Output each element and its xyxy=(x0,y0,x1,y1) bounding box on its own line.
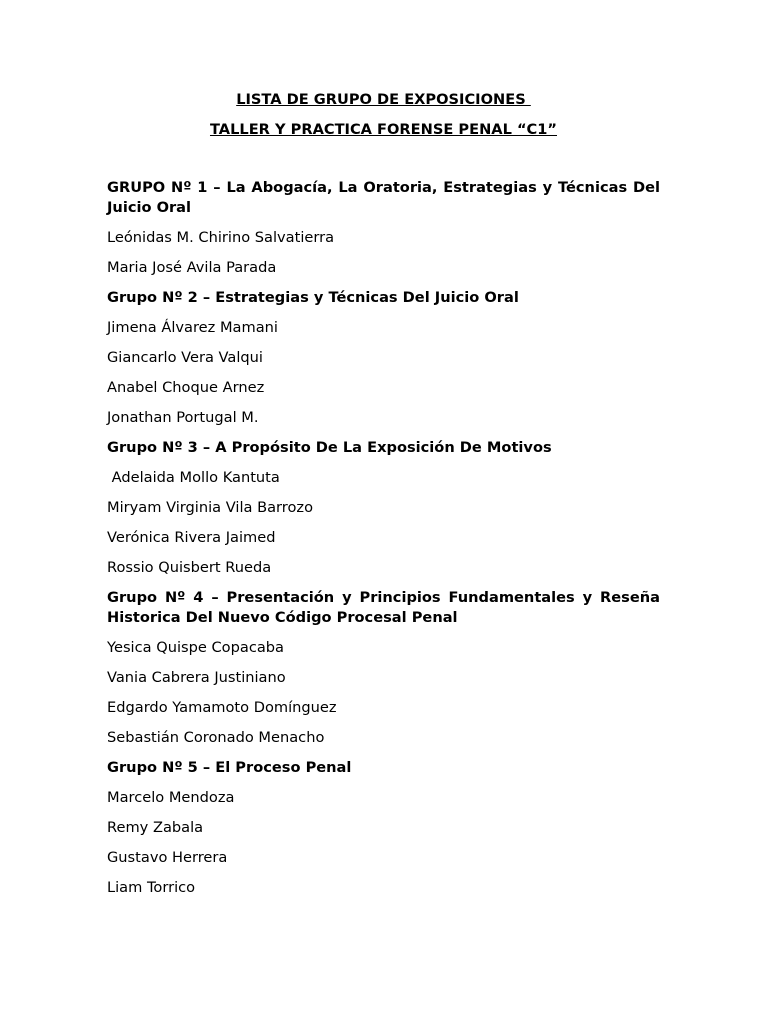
member-name: Jonathan Portugal M. xyxy=(107,409,259,426)
group-title: Grupo Nº 2 – Estrategias y Técnicas Del Juicio Oral xyxy=(107,289,519,306)
group-section xyxy=(107,438,660,578)
member-name: Anabel Choque Arnez xyxy=(107,379,265,396)
group-section xyxy=(107,588,660,748)
member-name: Maria José Avila Parada xyxy=(107,259,277,276)
member-name: Jimena Álvarez Mamani xyxy=(107,319,278,336)
member-name: Yesica Quispe Copacaba xyxy=(107,639,284,656)
group-title: GRUPO Nº 1 – La Abogacía, La Oratoria, Estrategias y Técnicas Del Juicio Oral xyxy=(107,179,660,216)
member-name: Marcelo Mendoza xyxy=(107,789,235,806)
group-section xyxy=(107,288,660,428)
member-name: Gustavo Herrera xyxy=(107,849,228,866)
member-name: Vania Cabrera Justiniano xyxy=(107,669,286,686)
group-title: Grupo Nº 4 – Presentación y Principios Fundamentales y Reseña Historica Del Nuevo Código Procesal Penal xyxy=(107,589,660,626)
member-name: Sebastián Coronado Menacho xyxy=(107,729,325,746)
member-name: Giancarlo Vera Valqui xyxy=(107,349,263,366)
document-title: LISTA DE GRUPO DE EXPOSICIONES xyxy=(236,91,531,108)
member-name: Miryam Virginia Vila Barrozo xyxy=(107,499,313,516)
member-name: Rossio Quisbert Rueda xyxy=(107,559,272,576)
document-subtitle: TALLER Y PRACTICA FORENSE PENAL “C1” xyxy=(209,121,557,138)
member-name: Verónica Rivera Jaimed xyxy=(107,529,276,546)
member-name: Leónidas M. Chirino Salvatierra xyxy=(107,229,335,246)
member-name: Liam Torrico xyxy=(107,879,196,896)
member-name: Remy Zabala xyxy=(107,819,204,836)
group-title: Grupo Nº 3 – A Propósito De La Exposición De Motivos xyxy=(107,439,552,456)
group-section xyxy=(107,178,660,278)
group-section xyxy=(107,758,660,898)
group-title: Grupo Nº 5 – El Proceso Penal xyxy=(107,759,352,776)
member-name: Edgardo Yamamoto Domínguez xyxy=(107,699,337,716)
group-list xyxy=(107,178,660,908)
member-name: Adelaida Mollo Kantuta xyxy=(107,469,280,486)
